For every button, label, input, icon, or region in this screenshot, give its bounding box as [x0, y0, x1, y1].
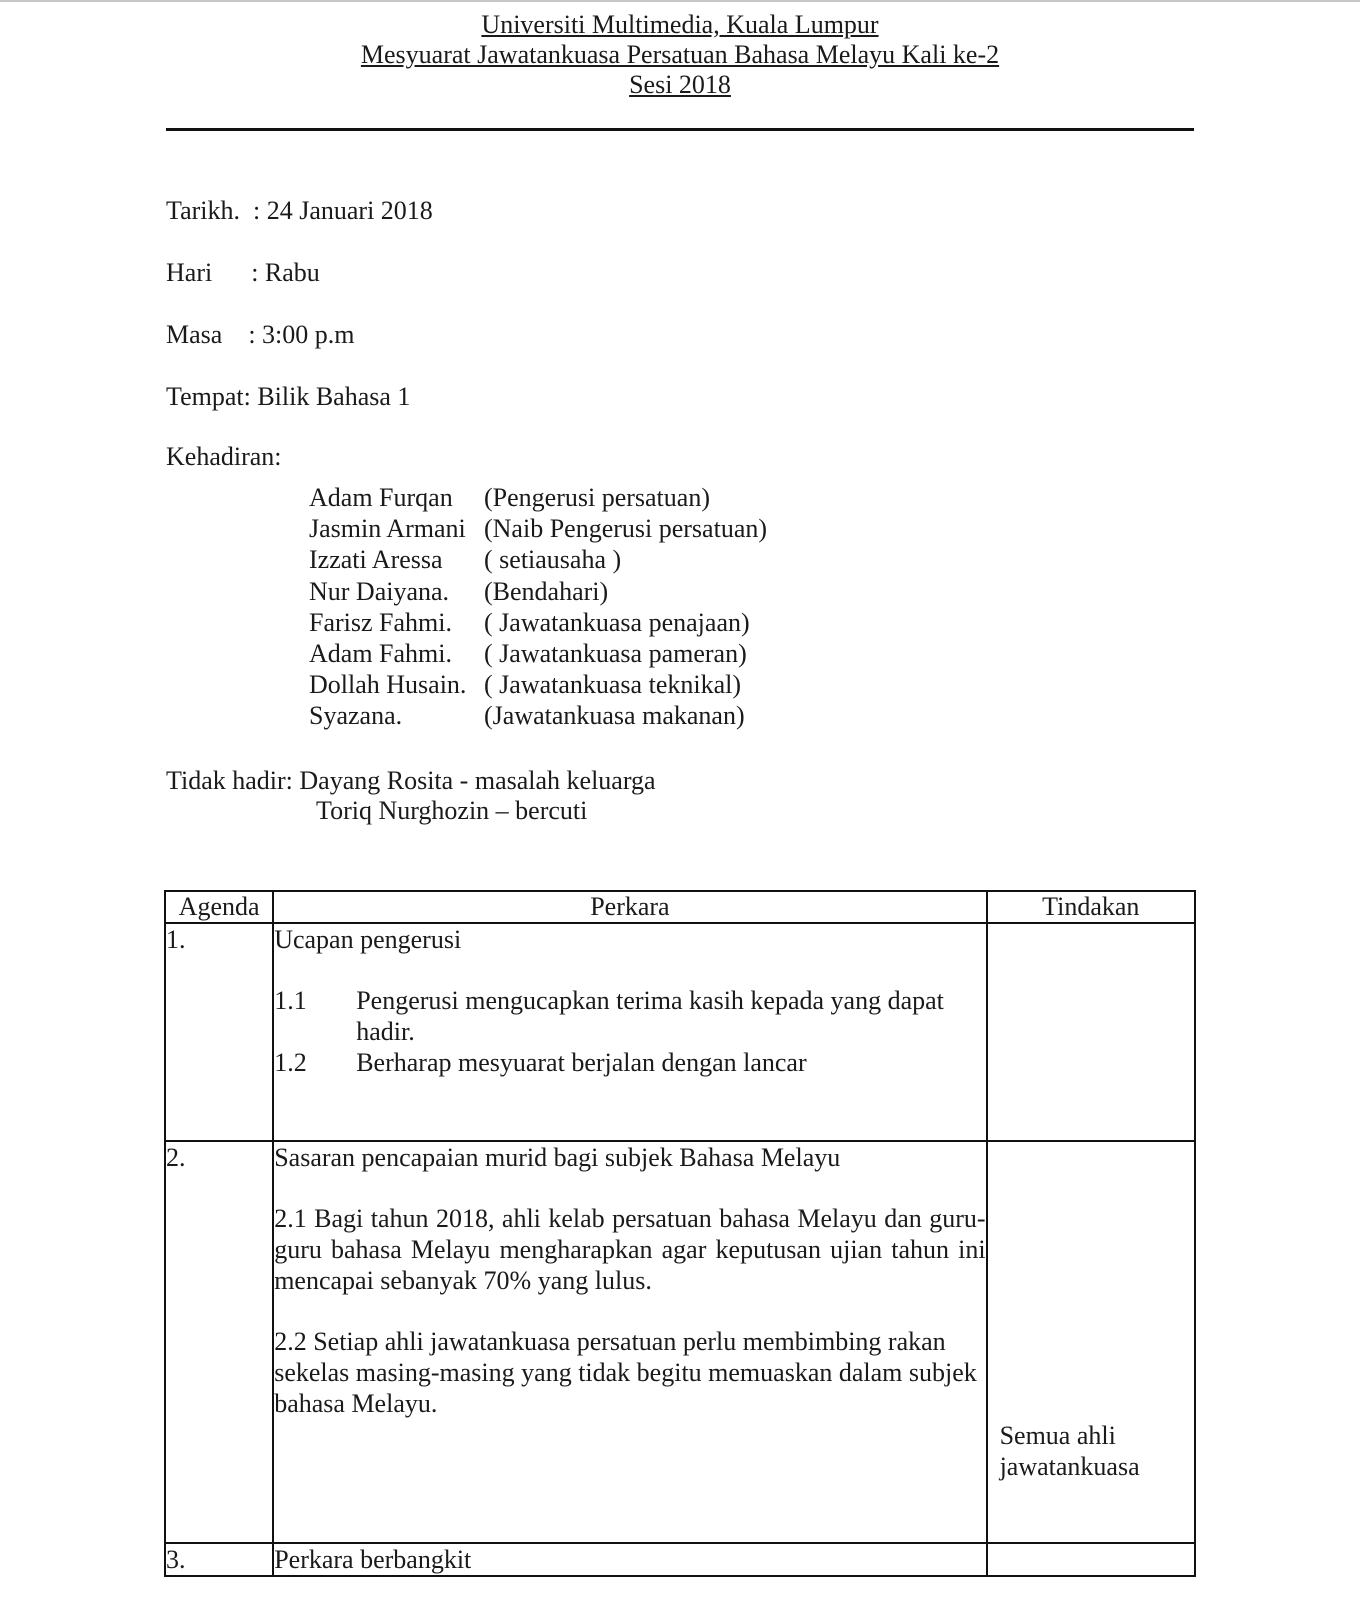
attendee-name: Jasmin Armani — [309, 514, 466, 544]
attendee-row — [309, 576, 767, 607]
document-header — [0, 10, 1360, 100]
attendee-list — [309, 482, 767, 732]
subitem-text: Pengerusi mengucapkan terima kasih kepada yang dapat hadir. — [356, 986, 944, 1046]
agenda-paragraph: 2.2 Setiap ahli jawatankuasa persatuan perlu membimbing rakan sekelas masing-masing yang tidak begitu memuaskan dalam subjek bahasa Melayu. — [274, 1327, 977, 1418]
attendee-row — [309, 669, 767, 700]
attendee-role: ( Jawatankuasa penajaan) — [484, 607, 750, 637]
attendee-name: Farisz Fahmi. — [309, 607, 452, 637]
attendee-row — [309, 513, 767, 544]
attendee-role: (Bendahari) — [484, 576, 609, 606]
attendee-role: ( setiausaha ) — [484, 545, 622, 575]
field-tarikh: Tarikh. : 24 Januari 2018 — [166, 196, 433, 225]
field-hari: Hari : Rabu — [166, 258, 320, 287]
attendee-row — [309, 700, 767, 731]
attendee-role: ( Jawatankuasa pameran) — [484, 639, 747, 669]
tindakan-cell — [987, 1543, 1195, 1576]
attendee-role: (Pengerusi persatuan) — [484, 483, 710, 512]
absent-line-1: Tidak hadir: Dayang Rosita - masalah keluarga — [166, 766, 656, 795]
attendee-row — [309, 638, 767, 669]
table-row — [165, 1543, 1195, 1576]
attendee-role: (Jawatankuasa makanan) — [484, 701, 745, 731]
perkara-cell — [273, 923, 986, 1141]
tindakan-cell: Semua ahli jawatankuasa — [987, 1141, 1195, 1543]
agenda-title: Ucapan pengerusi — [274, 925, 462, 954]
table-row — [165, 923, 1195, 1141]
subitem-text: Berharap mesyuarat berjalan dengan lancar — [356, 1048, 807, 1077]
agenda-number: 1. — [165, 923, 273, 1141]
agenda-subitem — [274, 1047, 985, 1078]
table-row — [165, 1141, 1195, 1543]
attendee-row — [309, 482, 767, 513]
page-top-border — [0, 0, 1360, 2]
header-meeting-title: Mesyuarat Jawatankuasa Persatuan Bahasa Melayu Kali ke-2 — [360, 40, 1000, 69]
field-kehadiran-label: Kehadiran: — [166, 442, 282, 471]
agenda-subitem — [274, 985, 985, 1047]
attendee-row — [309, 607, 767, 638]
header-agenda: Agenda — [165, 891, 273, 923]
perkara-cell — [273, 1141, 986, 1543]
subitem-number: 1.1 — [274, 986, 307, 1015]
header-divider — [166, 128, 1194, 131]
table-header-row — [165, 891, 1195, 923]
attendee-name: Adam Fahmi. — [309, 639, 452, 669]
agenda-number: 2. — [165, 1141, 273, 1543]
absent-line-2: Toriq Nurghozin – bercuti — [316, 796, 588, 825]
agenda-number: 3. — [165, 1543, 273, 1576]
agenda-table — [164, 890, 1196, 1577]
attendee-row — [309, 544, 767, 575]
attendee-role: (Naib Pengerusi persatuan) — [484, 514, 768, 544]
header-session: Sesi 2018 — [629, 70, 731, 99]
agenda-title: Perkara berbangkit — [274, 1545, 472, 1574]
header-tindakan: Tindakan — [987, 891, 1195, 923]
attendee-role: ( Jawatankuasa teknikal) — [484, 670, 742, 700]
attendee-name: Adam Furqan — [309, 483, 453, 512]
header-perkara: Perkara — [273, 891, 986, 923]
absent-section — [166, 766, 656, 826]
field-masa: Masa : 3:00 p.m — [166, 320, 355, 349]
agenda-paragraph: 2.1 Bagi tahun 2018, ahli kelab persatuan bahasa Melayu dan guru-guru bahasa Melayu mengharapkan agar keputusan ujian tahun ini mencapai sebanyak 70% yang lulus. — [274, 1204, 986, 1295]
agenda-title: Sasaran pencapaian murid bagi subjek Bahasa Melayu — [274, 1143, 841, 1172]
attendee-name: Nur Daiyana. — [309, 576, 450, 606]
subitem-number: 1.2 — [274, 1048, 307, 1077]
tindakan-cell — [987, 923, 1195, 1141]
attendee-name: Dollah Husain. — [309, 670, 467, 700]
attendee-name: Izzati Aressa — [309, 545, 443, 575]
header-university: Universiti Multimedia, Kuala Lumpur — [481, 10, 879, 39]
attendee-name: Syazana. — [309, 701, 403, 731]
perkara-cell — [273, 1543, 986, 1576]
field-tempat: Tempat: Bilik Bahasa 1 — [166, 382, 411, 411]
